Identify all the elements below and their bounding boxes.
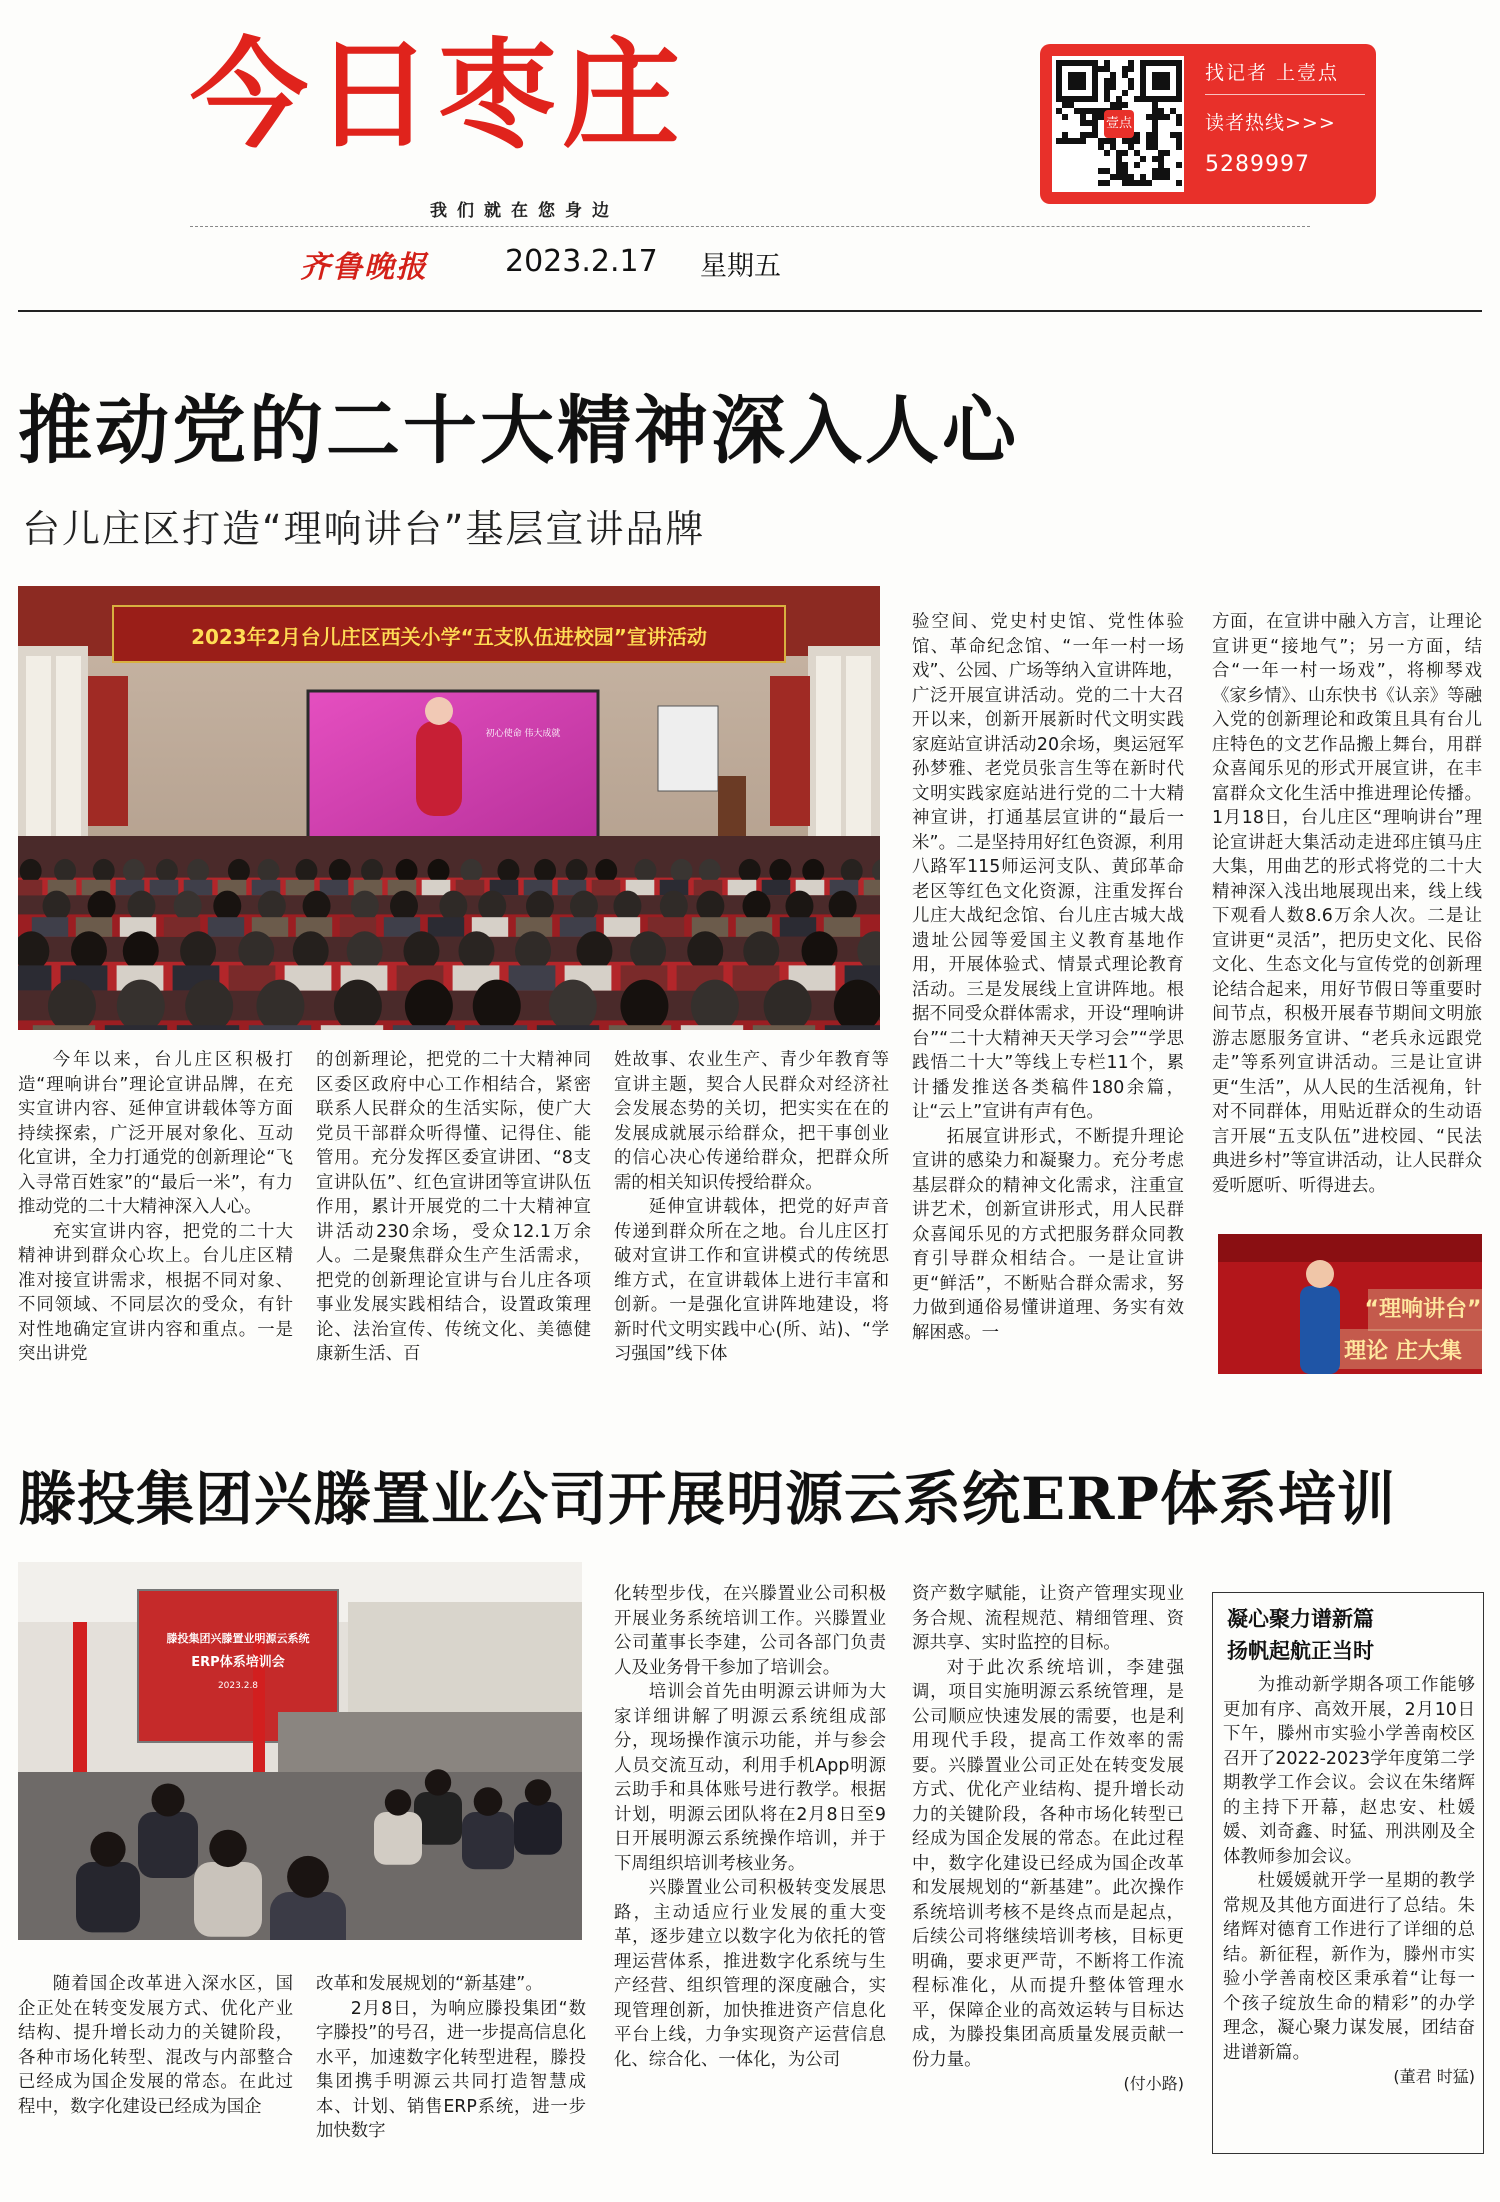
article1-col3-para-1: 姓故事、农业生产、青少年教育等宣讲主题，契合人民群众对经济社会发展态势的关切，把实实在在的发展成就展示给群众，把干事创业的信心决心传递给群众，把群众所需的相关知识传授给群众。 [614, 1050, 889, 1193]
article2-byline: (付小路) [1123, 2074, 1184, 2093]
reader-hotline-panel [1040, 44, 1376, 204]
article1-headline: 推动党的二十大精神深入人心 [18, 388, 1019, 474]
promo-hotline-label: 读者热线>>> [1205, 112, 1336, 134]
article1-column-4 [912, 610, 1184, 1345]
photo-screen-line-2: ERP体系培训会 [191, 1655, 285, 1670]
sidebar-byline: (董君 时猛) [1393, 2067, 1475, 2086]
promo-divider [1205, 94, 1365, 95]
sidebar-body [1213, 1673, 1483, 2090]
article1-column-1 [18, 1048, 293, 1367]
article2-col4-para-2: 对于此次系统培训，李建强调，项目实施明源云系统管理，是公司顺应快速发展的需要，也是利用现代手段，提高工作效率的需要。兴滕置业公司正处在转变发展方式、优化产业结构、提升增长动力的关键阶段，各种市场化转型已经成为国企发展的常态。在此过程中，数字化建设已经成为国企改革和发展规划的“新基建”。此次操作系统培训考核不是终点而是起点，后续公司将继续培训考核，目标更明确，要求更严苛，不断将工作流程标准化，从而提升整体管理水平，保障企业的高效运转与目标达成，为滕投集团高质量发展贡献一份力量。 [912, 1657, 1184, 2070]
issue-date: 2023.2.17 [505, 244, 658, 279]
school-news-sidebar [1212, 1592, 1484, 2154]
article2-col2-para-2: 2月8日，为响应滕投集团“数字滕投”的号召，进一步提高信息化水平，加速数字化转型进程，滕投集团携手明源云共同打造智慧成本、计划、销售ERP系统，进一步加快数字 [316, 1998, 586, 2141]
promo-phone-number: 5289997 [1205, 152, 1310, 177]
sidebar-para-1: 为推动新学期各项工作能够更加有序、高效开展，2月10日下午，滕州市实验小学善南校区召开了2022-2023学年度第二学期教学工作会议。会议在朱绪辉的主持下开幕，赵忠安、杜媛媛、刘奇鑫、时猛、刑洪刚及全体教师参加会议。 [1223, 1675, 1475, 1867]
article2-column-4 [912, 1582, 1184, 2097]
photo-banner-text: 2023年2月台儿庄区西关小学“五支队伍进校园”宣讲活动 [191, 625, 707, 649]
article2-col3-para-3: 兴滕置业公司积极转变发展思路，主动适应行业发展的重大变革，逐步建立以数字化为依托的管理运营体系，推进数字化系统与生产经营、组织管理的深度融合，实现管理创新，加快推进资产信息化平台上线，力争实现资产运营信息化、综合化、一体化，为公司 [614, 1878, 886, 2070]
article2-photo [18, 1562, 582, 1940]
article2-col3-para-1: 化转型步伐，在兴滕置业公司积极开展业务系统培训工作。兴滕置业公司董事长李建，公司各部门负责人及业务骨干参加了培训会。 [614, 1584, 886, 1678]
article1-subheadline: 台儿庄区打造“理响讲台”基层宣讲品牌 [22, 507, 706, 551]
article1-col5-text: 方面，在宣讲中融入方言，让理论宣讲更“接地气”；另一方面，结合“一年一村一场戏”，将柳琴戏《家乡情》、山东快书《认亲》等融入党的创新理论和政策且具有台儿庄特色的文艺作品搬上舞台，用群众喜闻乐见的形式开展宣讲，在丰富群众文化生活中推进理论传播。1月18日，台儿庄区“理响讲台”理论宣讲赶大集活动走进邳庄镇马庄大集，用曲艺的形式将党的二十大精神深入浅出地展现出来，线上线下观看人数8.6万余人次。二是让宣讲更“灵活”，把历史文化、民俗文化、生态文化与宣传党的创新理论结合起来，用好节假日等重要时间节点，积极开展春节期间文明旅游志愿服务宣讲、“老兵永远跟党走”等系列宣讲活动。三是让宣讲更“生活”，从人民的生活视角，针对不同群体，用贴近群众的生动语言开展“五支队伍”进校园、“民法典进乡村”等宣讲活动，让人民群众爱听愿听、听得进去。 [1212, 612, 1482, 1196]
lecture-hall-photo [18, 586, 880, 1030]
training-room-photo [18, 1562, 582, 1940]
small-photo-banner-1: “理响讲台” [1364, 1297, 1482, 1322]
article1-small-photo [1218, 1234, 1482, 1374]
sidebar-title [1213, 1593, 1483, 1673]
article2-headline: 滕投集团兴滕置业公司开展明源云系统ERP体系培训 [18, 1465, 1397, 1533]
article2-column-3 [614, 1582, 886, 2072]
masthead-title: 今日枣庄 [190, 26, 687, 164]
promo-reporter-text: 找记者 上壹点 [1205, 62, 1340, 84]
speaker-stage-photo [1218, 1234, 1482, 1374]
qr-badge: 壹点 [1104, 110, 1134, 138]
article1-col3-para-2: 延伸宣讲载体，把党的好声音传递到群众所在之地。台儿庄区打破对宣讲工作和宣讲模式的传统思维方式，在宣讲载体上进行丰富和创新。一是强化宣讲阵地建设，将新时代文明实践中心(所、站)、“学习强国”线下体 [614, 1197, 889, 1364]
article1-col4-para-1: 验空间、党史村史馆、党性体验馆、革命纪念馆、“一年一村一场戏”、公园、广场等纳入宣讲阵地，广泛开展宣讲活动。党的二十大召开以来，创新开展新时代文明实践家庭站宣讲活动20余场，奥运冠军孙梦雅、老党员张言生等在新时代文明实践家庭站进行党的二十大精神宣讲，打通基层宣讲的“最后一米”。二是坚持用好红色资源，利用八路军115师运河支队、黄邱革命老区等红色文化资源，注重发挥台儿庄大战纪念馆、台儿庄古城大战遗址公园等爱国主义教育基地作用，开展体验式、情景式理论教育活动。三是发展线上宣讲阵地。根据不同受众群体需求，开设“理响讲台”“二十大精神天天学习会”“学思践悟二十大”等线上专栏11个，累计播发推送各类稿件180余篇，让“云上”宣讲有声有色。 [912, 612, 1184, 1122]
qr-code-icon[interactable] [1052, 56, 1184, 192]
sidebar-para-2: 杜媛媛就开学一星期的教学常规及其他方面进行了总结。朱绪辉对德育工作进行了详细的总结。新征程，新作为，滕州市实验小学善南校区秉承着“让每一个孩子绽放生命的精彩”的办学理念，凝心聚力谋发展，团结奋进谱新篇。 [1223, 1871, 1475, 2063]
article2-col2-para-1: 改革和发展规划的“新基建”。 [316, 1974, 543, 1994]
sidebar-title-line-2: 扬帆起航正当时 [1227, 1639, 1374, 1663]
article1-column-5 [1212, 610, 1482, 1198]
article1-col1-para-2: 充实宣讲内容，把党的二十大精神讲到群众心坎上。台儿庄区精准对接宣讲需求，根据不同对象、不同领域、不同层次的受众，有针对性地确定宣讲内容和重点。一是突出讲党 [18, 1221, 293, 1364]
header-rule [18, 310, 1482, 312]
article1-column-3 [614, 1048, 889, 1367]
article2-col3-para-2: 培训会首先由明源云讲师为大家详细讲解了明源云系统组成部分，现场操作演示功能，并与参会人员交流互动，利用手机App明源云助手和具体账号进行教学。根据计划，明源云团队将在2月8日至9日开展明源云系统操作培训，并于下周组织培训考核业务。 [614, 1682, 886, 1874]
masthead-slogan: 我们就在您身边 [430, 201, 619, 221]
masthead-divider [190, 226, 1310, 227]
photo-screen-line-1: 滕投集团兴滕置业明源云系统 [166, 1632, 310, 1645]
small-photo-banner-2: 理论 庄大集 [1344, 1339, 1462, 1364]
article1-col2-text: 的创新理论，把党的二十大精神同区委区政府中心工作相结合，紧密联系人民群众的生活实际，使广大党员干部群众听得懂、记得住、能管用。充分发挥区委宣讲团、“8支宣讲队伍”、红色宣讲团等宣讲队伍作用，累计开展党的二十大精神宣讲活动230余场，受众12.1万余人。二是聚焦群众生产生活需求，把党的创新理论宣讲与台儿庄各项事业发展实践相结合，设置政策理论、法治宣传、传统文化、美德健康新生活、百 [316, 1050, 591, 1364]
article2-col1-text: 随着国企改革进入深水区，国企正处在转变发展方式、优化产业结构、提升增长动力的关键阶段，各种市场化转型、混改与内部整合已经成为国企发展的常态。在此过程中，数字化建设已经成为国企 [18, 1974, 293, 2117]
article1-col1-para-1: 今年以来，台儿庄区积极打造“理响讲台”理论宣讲品牌，在充实宣讲内容、延伸宣讲载体等方面持续探索，广泛开展对象化、互动化宣讲，全力打通党的创新理论“飞入寻常百姓家”的“最后一米”，有力推动党的二十大精神深入人心。 [18, 1050, 293, 1217]
photo-screen-text: 初心使命 伟大成就 [485, 729, 561, 739]
article1-col4-para-2: 拓展宣讲形式，不断提升理论宣讲的感染力和凝聚力。充分考虑基层群众的精神文化需求，注重宣讲艺术，创新宣讲形式，用人民群众喜闻乐见的方式把服务群众同教育引导群众相结合。一是让宣讲更“鲜活”，不断贴合群众需求，努力做到通俗易懂讲道理、务实有效解困惑。一 [912, 1126, 1184, 1343]
issue-weekday: 星期五 [700, 251, 781, 282]
article2-col4-para-1: 资产数字赋能，让资产管理实现业务合规、流程规范、精细管理、资源共享、实时监控的目标。 [912, 1584, 1184, 1653]
article1-column-2 [316, 1048, 591, 1367]
article1-main-photo [18, 586, 880, 1030]
paper-name: 齐鲁晚报 [300, 250, 428, 285]
article2-column-2 [316, 1972, 586, 2144]
photo-screen-line-3: 2023.2.8 [217, 1681, 259, 1691]
article2-column-1 [18, 1972, 293, 2119]
sidebar-title-line-1: 凝心聚力谱新篇 [1227, 1607, 1374, 1631]
